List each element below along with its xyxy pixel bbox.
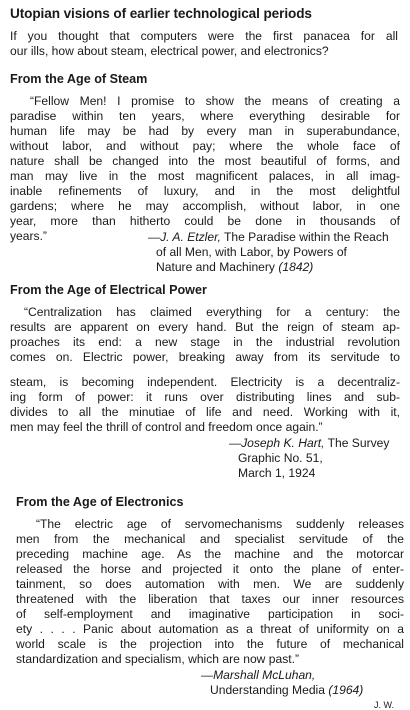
steam-quote-line: “Fellow Men! I promise to show the means of creating a [30,94,400,108]
attribution-year: (1842) [278,260,314,274]
electronics-quote-line: ety . . . . Panic about automation as a threat of uniformity on a [16,622,404,636]
attribution-work: of all Men, with Labor, by Powers of [156,245,347,259]
electronics-quote-line: threatened with the liberation that taxes our inner resources [16,592,404,606]
electric-quote-line: divides to all the minutiae of life and need. Working with it, [10,405,400,419]
page-title: Utopian visions of earlier technological periods [10,6,312,21]
electronics-quote-line: men from the mechanical and specialist servitude of the [16,532,404,546]
attribution-work: The Survey [327,436,390,450]
electric-quote-line: proaches its end: a new stage in the industrial revolution [10,335,400,349]
attribution-work: March 1, 1924 [238,466,316,480]
attribution-work: Graphic No. 51, [238,451,323,465]
electric-quote-line: comes on. Electric power, breaking away from its servitude to [10,350,400,364]
electric-quote-line: “Centralization has claimed everything for a century: the [24,305,400,319]
electric-quote-line: results are apparent on every hand. But the reign of steam ap- [10,320,400,334]
attribution-author: —Joseph K. Hart, [229,436,325,450]
electric-quote-line: steam, is becoming independent. Electricity is a decentraliz- [10,375,400,389]
electronics-quote-line: released the horse and projected it onto the plane of enter- [16,562,404,576]
electric-quote-line: ing form of power: it runs over distributing lines and sub- [10,390,400,404]
steam-quote-line: year, more than hitherto could be done in thousands of [10,214,400,228]
attribution-work: Nature and Machinery [156,260,275,274]
section-heading-steam: From the Age of Steam [10,72,148,86]
electronics-quote-line: tainment, so does automation with men. We are suddenly [16,577,404,591]
intro-line: If you thought that computers were the first panacea for all [10,29,398,43]
steam-quote-line: gardens; where he may accomplish, without labor, in one [10,199,400,213]
electronics-quote-line: standardization and specialism, which are now past.” [16,652,300,666]
steam-quote-line: without labor, and without pay; where the whole face of [10,139,400,153]
attribution-author: —J. A. Etzler, [148,230,221,244]
cutoff-initials: J. W. [374,700,394,710]
steam-quote-line: nature shall be changed into the most beautiful of forms, and [10,154,400,168]
section-heading-electronics: From the Age of Electronics [16,495,184,509]
electronics-quote-line: of self-employment and imaginative participation in soci- [16,607,404,621]
steam-quote-line: inable refinements of luxury, and in the most delightful [10,184,400,198]
electronics-quote-line: preceding machine age. As the machine and the motorcar [16,547,404,561]
steam-quote-line: paradise within ten years, where everything desirable for [10,109,400,123]
attribution-author: —Marshall McLuhan, [201,668,316,682]
section-heading-electrical-power: From the Age of Electrical Power [10,283,207,297]
attribution-work: Understanding Media [210,683,325,697]
electronics-quote-line: “The electric age of servomechanisms suddenly releases [36,517,404,531]
electric-quote-line: men may feel the thrill of control and freedom once again.” [10,420,323,434]
electric-attribution-line [229,436,389,450]
steam-quote-line: human life may be had by every man in superabundance, [10,124,400,138]
intro-line: our ills, how about steam, electrical power, and electronics? [10,44,329,58]
steam-attribution-line [156,260,313,274]
electronics-attribution-line [210,683,363,697]
steam-attribution-line [148,230,389,244]
attribution-year: (1964) [328,683,364,697]
attribution-work: The Paradise within the Reach [223,230,389,244]
steam-quote-line: years.” [10,229,47,243]
steam-quote-line: man may live in the most magnificent palaces, in all imag- [10,169,400,183]
electronics-quote-line: world scale is the projection into the future of mechanical [16,637,404,651]
